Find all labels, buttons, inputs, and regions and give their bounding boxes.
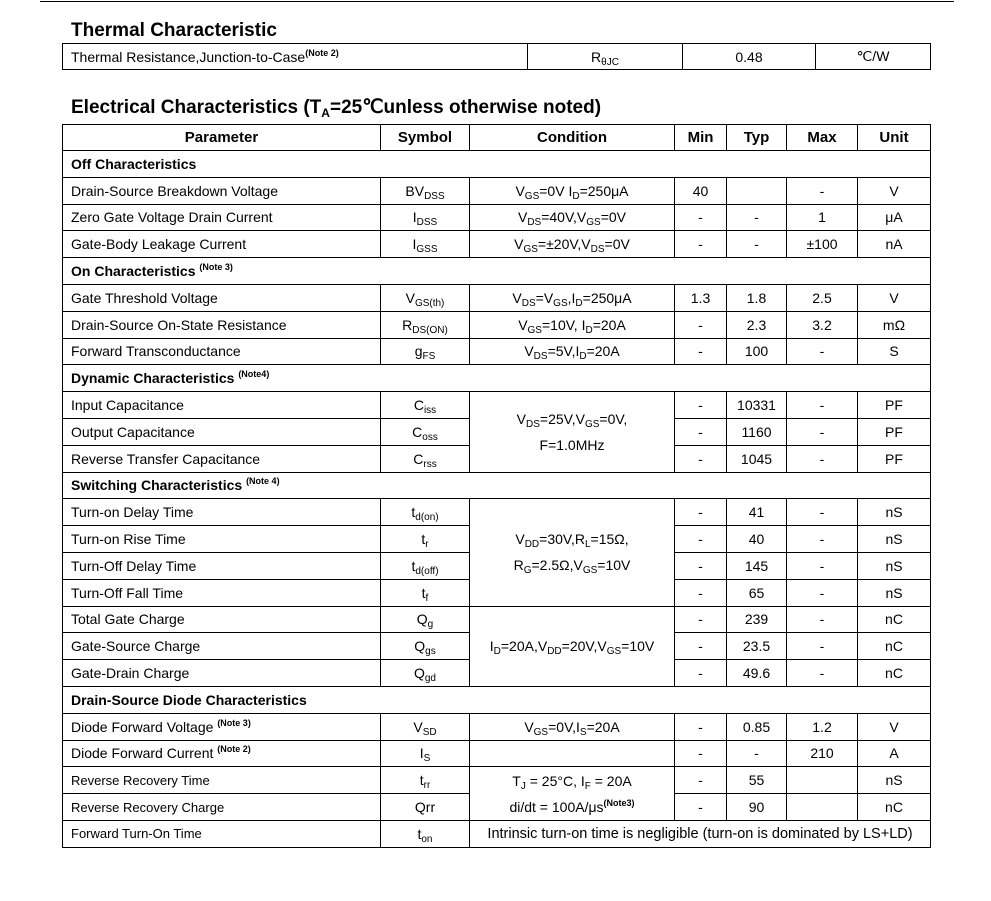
typ-cell: 1045 bbox=[727, 445, 787, 472]
symbol-cell bbox=[381, 231, 470, 258]
symbol-main: R bbox=[402, 316, 413, 333]
unit-cell: nC bbox=[858, 606, 931, 633]
min-cell: - bbox=[675, 204, 727, 231]
symbol-sub: d(off) bbox=[415, 565, 439, 577]
table-row bbox=[63, 311, 931, 338]
symbol-sub: θJC bbox=[601, 56, 619, 68]
table-row bbox=[63, 767, 931, 794]
symbol-sub: GSS bbox=[416, 244, 438, 256]
symbol-sub: oss bbox=[422, 431, 438, 443]
unit-cell: PF bbox=[858, 392, 931, 419]
symbol-sub: on bbox=[421, 833, 433, 845]
note-ref: (Note 2) bbox=[305, 47, 339, 58]
condition-line: $T_J = 25^\circ C$, $I_F = 20A$ bbox=[512, 772, 632, 792]
max-cell: - bbox=[787, 338, 858, 365]
table-row bbox=[63, 713, 931, 740]
symbol-sub: rr bbox=[423, 780, 431, 792]
table-row bbox=[63, 284, 931, 311]
symbol-main: I bbox=[412, 236, 417, 253]
max-cell: 2.5 bbox=[787, 284, 858, 311]
symbol-cell bbox=[381, 526, 470, 553]
unit-cell: V bbox=[858, 177, 931, 204]
header-unit: Unit bbox=[858, 125, 931, 151]
unit-cell: V bbox=[858, 713, 931, 740]
symbol-main: Q bbox=[413, 665, 425, 682]
max-cell: - bbox=[787, 392, 858, 419]
symbol-sub: d(on) bbox=[415, 512, 439, 524]
min-cell: 1.3 bbox=[675, 284, 727, 311]
table-row bbox=[63, 231, 931, 258]
typ-cell: 90 bbox=[727, 794, 787, 821]
condition-line: $R_G=2.5\Omega,V_{GS}=10V$ bbox=[513, 557, 631, 577]
note-ref: (Note4) bbox=[238, 369, 270, 380]
unit-cell: nC bbox=[858, 794, 931, 821]
param-cell: Gate-Body Leakage Current bbox=[63, 231, 381, 258]
unit-cell: PF bbox=[858, 445, 931, 472]
unit-cell: V bbox=[858, 284, 931, 311]
table-row bbox=[63, 338, 931, 365]
min-cell: - bbox=[675, 552, 727, 579]
symbol-cell bbox=[381, 579, 470, 606]
max-cell: 3.2 bbox=[787, 311, 858, 338]
param-label: Diode Forward Current bbox=[71, 745, 214, 762]
condition-cell: $V_{GS}=\pm 20V,V_{DS}=0V$ bbox=[470, 231, 675, 258]
max-cell: - bbox=[787, 499, 858, 526]
min-cell: 40 bbox=[675, 177, 727, 204]
condition-line bbox=[470, 794, 674, 820]
typ-cell: 100 bbox=[727, 338, 787, 365]
unit-cell: nA bbox=[858, 231, 931, 258]
max-cell: - bbox=[787, 633, 858, 660]
symbol-sub: SD bbox=[422, 726, 437, 738]
typ-cell: 40 bbox=[727, 526, 787, 553]
typ-cell: 49.6 bbox=[727, 660, 787, 687]
unit-cell: nS bbox=[858, 767, 931, 794]
condition-line: $V_{DD}=30V,R_L=15\Omega$, bbox=[515, 531, 629, 551]
typ-cell: 23.5 bbox=[727, 633, 787, 660]
condition-cell bbox=[470, 740, 675, 767]
note-ref: (Note 2) bbox=[217, 744, 251, 755]
table-row bbox=[63, 44, 931, 70]
header-symbol: Symbol bbox=[381, 125, 470, 151]
param-cell: Gate-Drain Charge bbox=[63, 660, 381, 687]
symbol-main: C bbox=[412, 423, 423, 440]
symbol-main: t bbox=[419, 772, 424, 789]
param-cell: Drain-Source On-State Resistance bbox=[63, 311, 381, 338]
param-cell: Turn-on Rise Time bbox=[63, 526, 381, 553]
section-row-switching bbox=[63, 472, 931, 499]
max-cell: - bbox=[787, 526, 858, 553]
symbol-main: V bbox=[405, 289, 415, 306]
condition-cell: $I_D=20A,V_{DD}=20V,V_{GS}=10V$ bbox=[470, 606, 675, 686]
symbol-main: Q bbox=[416, 611, 428, 628]
table-row bbox=[63, 177, 931, 204]
symbol-sub: f bbox=[425, 592, 429, 604]
min-cell: - bbox=[675, 579, 727, 606]
symbol-sub: S bbox=[423, 753, 431, 765]
symbol-main: BV bbox=[405, 182, 425, 199]
symbol-cell bbox=[381, 767, 470, 794]
symbol-cell bbox=[381, 392, 470, 419]
typ-cell: - bbox=[727, 231, 787, 258]
max-cell: - bbox=[787, 445, 858, 472]
header-parameter: Parameter bbox=[63, 125, 381, 151]
title-part-a: Electrical Characteristics (T bbox=[71, 97, 322, 118]
typ-cell: 55 bbox=[727, 767, 787, 794]
symbol-main: C bbox=[413, 397, 424, 414]
min-cell: - bbox=[675, 499, 727, 526]
min-cell: - bbox=[675, 231, 727, 258]
symbol-cell bbox=[381, 660, 470, 687]
min-cell: - bbox=[675, 526, 727, 553]
title-sub: A bbox=[321, 106, 330, 120]
typ-cell: 1160 bbox=[727, 418, 787, 445]
param-cell: Forward Transconductance bbox=[63, 338, 381, 365]
symbol-cell bbox=[381, 713, 470, 740]
section-label: Off Characteristics bbox=[63, 151, 931, 178]
param-cell: Total Gate Charge bbox=[63, 606, 381, 633]
symbol-cell bbox=[381, 740, 470, 767]
title-part-b: =25℃unless otherwise noted) bbox=[329, 97, 602, 118]
min-cell: - bbox=[675, 418, 727, 445]
header-min: Min bbox=[675, 125, 727, 151]
electrical-table bbox=[62, 124, 931, 848]
symbol-cell bbox=[381, 284, 470, 311]
symbol-sub: gs bbox=[425, 646, 436, 658]
thermal-table bbox=[62, 43, 931, 70]
note-ref: (Note 3) bbox=[199, 262, 233, 273]
param-cell bbox=[63, 740, 381, 767]
symbol-main: t bbox=[421, 584, 426, 601]
symbol-sub: rss bbox=[423, 458, 437, 470]
min-cell: - bbox=[675, 767, 727, 794]
typ-cell: 0.85 bbox=[727, 713, 787, 740]
typ-cell: - bbox=[727, 204, 787, 231]
symbol-sub: gd bbox=[424, 673, 436, 685]
symbol-main: R bbox=[591, 48, 602, 65]
param-cell: Turn-on Delay Time bbox=[63, 499, 381, 526]
thermal-section-title: Thermal Characteristic bbox=[71, 20, 277, 41]
condition-line: $V_{DS}=25V,V_{GS}=0V$, bbox=[516, 410, 628, 430]
symbol-cell bbox=[381, 204, 470, 231]
section-label: Drain-Source Diode Characteristics bbox=[63, 686, 931, 713]
section-label: On Characteristics bbox=[71, 263, 196, 280]
symbol-cell bbox=[381, 418, 470, 445]
typ-cell: - bbox=[727, 740, 787, 767]
symbol-main: t bbox=[421, 531, 426, 548]
symbol-main: I bbox=[412, 209, 417, 226]
table-row bbox=[63, 606, 931, 633]
header-typ: Typ bbox=[727, 125, 787, 151]
symbol-sub: r bbox=[425, 539, 429, 551]
min-cell: - bbox=[675, 311, 727, 338]
thermal-param-label: Thermal Resistance,Junction-to-Case bbox=[71, 48, 306, 65]
condition-text: di/dt = 100A/μs bbox=[509, 798, 604, 815]
table-row bbox=[63, 820, 931, 847]
top-rule bbox=[40, 1, 954, 2]
min-cell: - bbox=[675, 794, 727, 821]
table-row bbox=[63, 499, 931, 526]
note-ref: (Note 4) bbox=[246, 476, 280, 487]
condition-cell bbox=[470, 499, 675, 606]
section-row-diode bbox=[63, 686, 931, 713]
symbol-main: t bbox=[417, 825, 422, 842]
param-cell: Drain-Source Breakdown Voltage bbox=[63, 177, 381, 204]
typ-cell: 41 bbox=[727, 499, 787, 526]
condition-cell: $V_{GS}=0V$ $I_D=250\mu A$ bbox=[470, 177, 675, 204]
table-row bbox=[63, 204, 931, 231]
typ-cell: 65 bbox=[727, 579, 787, 606]
max-cell: 210 bbox=[787, 740, 858, 767]
condition-cell: $V_{DS}=V_{GS},I_D=250\mu A$ bbox=[470, 284, 675, 311]
note-ref: (Note3) bbox=[603, 797, 635, 808]
symbol-cell bbox=[381, 177, 470, 204]
typ-cell: 2.3 bbox=[727, 311, 787, 338]
min-cell: - bbox=[675, 606, 727, 633]
symbol-sub: DSS bbox=[416, 217, 438, 229]
section-label-cell bbox=[63, 258, 931, 285]
header-max: Max bbox=[787, 125, 858, 151]
section-label-cell bbox=[63, 472, 931, 499]
symbol-sub: DSS bbox=[424, 190, 445, 202]
symbol-sub: iss bbox=[423, 405, 437, 417]
unit-cell: nC bbox=[858, 633, 931, 660]
max-cell: - bbox=[787, 579, 858, 606]
condition-cell bbox=[470, 392, 675, 472]
table-row bbox=[63, 740, 931, 767]
min-cell: - bbox=[675, 633, 727, 660]
min-cell: - bbox=[675, 660, 727, 687]
max-cell: 1.2 bbox=[787, 713, 858, 740]
symbol-sub: g bbox=[427, 619, 434, 631]
section-row-on bbox=[63, 258, 931, 285]
param-cell: Input Capacitance bbox=[63, 392, 381, 419]
param-cell bbox=[63, 713, 381, 740]
param-label: Diode Forward Voltage bbox=[71, 718, 214, 735]
unit-cell: mΩ bbox=[858, 311, 931, 338]
symbol-main: V bbox=[413, 718, 423, 735]
symbol-cell: Qrr bbox=[381, 794, 470, 821]
section-row-dynamic bbox=[63, 365, 931, 392]
symbol-cell bbox=[381, 338, 470, 365]
symbol-cell bbox=[381, 633, 470, 660]
section-label: Switching Characteristics bbox=[71, 477, 243, 494]
param-cell: Turn-Off Fall Time bbox=[63, 579, 381, 606]
max-cell: - bbox=[787, 177, 858, 204]
unit-cell: nS bbox=[858, 499, 931, 526]
param-cell: Gate Threshold Voltage bbox=[63, 284, 381, 311]
param-cell: Zero Gate Voltage Drain Current bbox=[63, 204, 381, 231]
condition-cell: $V_{GS}=10V$, $I_D=20A$ bbox=[470, 311, 675, 338]
condition-cell: $V_{DS}=40V,V_{GS}=0V$ bbox=[470, 204, 675, 231]
section-label-cell bbox=[63, 365, 931, 392]
unit-cell: nC bbox=[858, 660, 931, 687]
section-label: Dynamic Characteristics bbox=[71, 370, 235, 387]
max-cell bbox=[787, 794, 858, 821]
unit-cell: nS bbox=[858, 579, 931, 606]
max-cell: - bbox=[787, 418, 858, 445]
symbol-main: C bbox=[413, 450, 424, 467]
electrical-section-title bbox=[71, 97, 601, 119]
typ-cell: 1.8 bbox=[727, 284, 787, 311]
min-cell: - bbox=[675, 740, 727, 767]
unit-cell: nS bbox=[858, 526, 931, 553]
typ-cell: 145 bbox=[727, 552, 787, 579]
symbol-cell bbox=[381, 552, 470, 579]
symbol-cell bbox=[381, 311, 470, 338]
symbol-main: Q bbox=[414, 638, 426, 655]
header-condition: Condition bbox=[470, 125, 675, 151]
table-row bbox=[63, 392, 931, 419]
note-ref: (Note 3) bbox=[217, 717, 251, 728]
unit-cell: nS bbox=[858, 552, 931, 579]
unit-cell: S bbox=[858, 338, 931, 365]
condition-line: F=1.0MHz bbox=[539, 436, 605, 453]
max-cell: ±100 bbox=[787, 231, 858, 258]
thermal-unit-cell: ℃/W bbox=[816, 44, 931, 70]
typ-cell: 239 bbox=[727, 606, 787, 633]
symbol-cell bbox=[381, 820, 470, 847]
unit-cell: A bbox=[858, 740, 931, 767]
condition-cell: $V_{DS}=5V,I_D=20A$ bbox=[470, 338, 675, 365]
param-cell: Reverse Transfer Capacitance bbox=[63, 445, 381, 472]
condition-cell: $V_{GS}=0V,I_S=20A$ bbox=[470, 713, 675, 740]
symbol-sub: DS(ON) bbox=[412, 324, 448, 336]
min-cell: - bbox=[675, 338, 727, 365]
condition-cell bbox=[470, 767, 675, 821]
symbol-main: t bbox=[411, 504, 416, 521]
typ-cell bbox=[727, 177, 787, 204]
max-cell: - bbox=[787, 660, 858, 687]
param-cell: Output Capacitance bbox=[63, 418, 381, 445]
param-cell: Turn-Off Delay Time bbox=[63, 552, 381, 579]
max-cell: - bbox=[787, 606, 858, 633]
min-cell: - bbox=[675, 713, 727, 740]
min-cell: - bbox=[675, 445, 727, 472]
section-row-off bbox=[63, 151, 931, 178]
symbol-cell bbox=[381, 499, 470, 526]
param-cell: Forward Turn-On Time bbox=[63, 820, 381, 847]
symbol-cell bbox=[381, 606, 470, 633]
condition-cell: Intrinsic turn-on time is negligible (turn-on is dominated by LS+LD) bbox=[470, 820, 931, 847]
max-cell: - bbox=[787, 552, 858, 579]
unit-cell: μA bbox=[858, 204, 931, 231]
symbol-sub: GS(th) bbox=[414, 297, 445, 309]
typ-cell: 10331 bbox=[727, 392, 787, 419]
symbol-main: g bbox=[414, 343, 423, 360]
thermal-symbol-cell bbox=[528, 44, 683, 70]
thermal-param-cell bbox=[63, 44, 528, 70]
thermal-value-cell: 0.48 bbox=[683, 44, 816, 70]
symbol-sub: FS bbox=[422, 351, 436, 363]
param-cell: Gate-Source Charge bbox=[63, 633, 381, 660]
max-cell: 1 bbox=[787, 204, 858, 231]
symbol-main: t bbox=[411, 557, 416, 574]
max-cell bbox=[787, 767, 858, 794]
unit-cell: PF bbox=[858, 418, 931, 445]
min-cell: - bbox=[675, 392, 727, 419]
symbol-main: I bbox=[419, 745, 424, 762]
param-cell: Reverse Recovery Time bbox=[63, 767, 381, 794]
symbol-cell bbox=[381, 445, 470, 472]
header-row bbox=[63, 125, 931, 151]
param-cell: Reverse Recovery Charge bbox=[63, 794, 381, 821]
